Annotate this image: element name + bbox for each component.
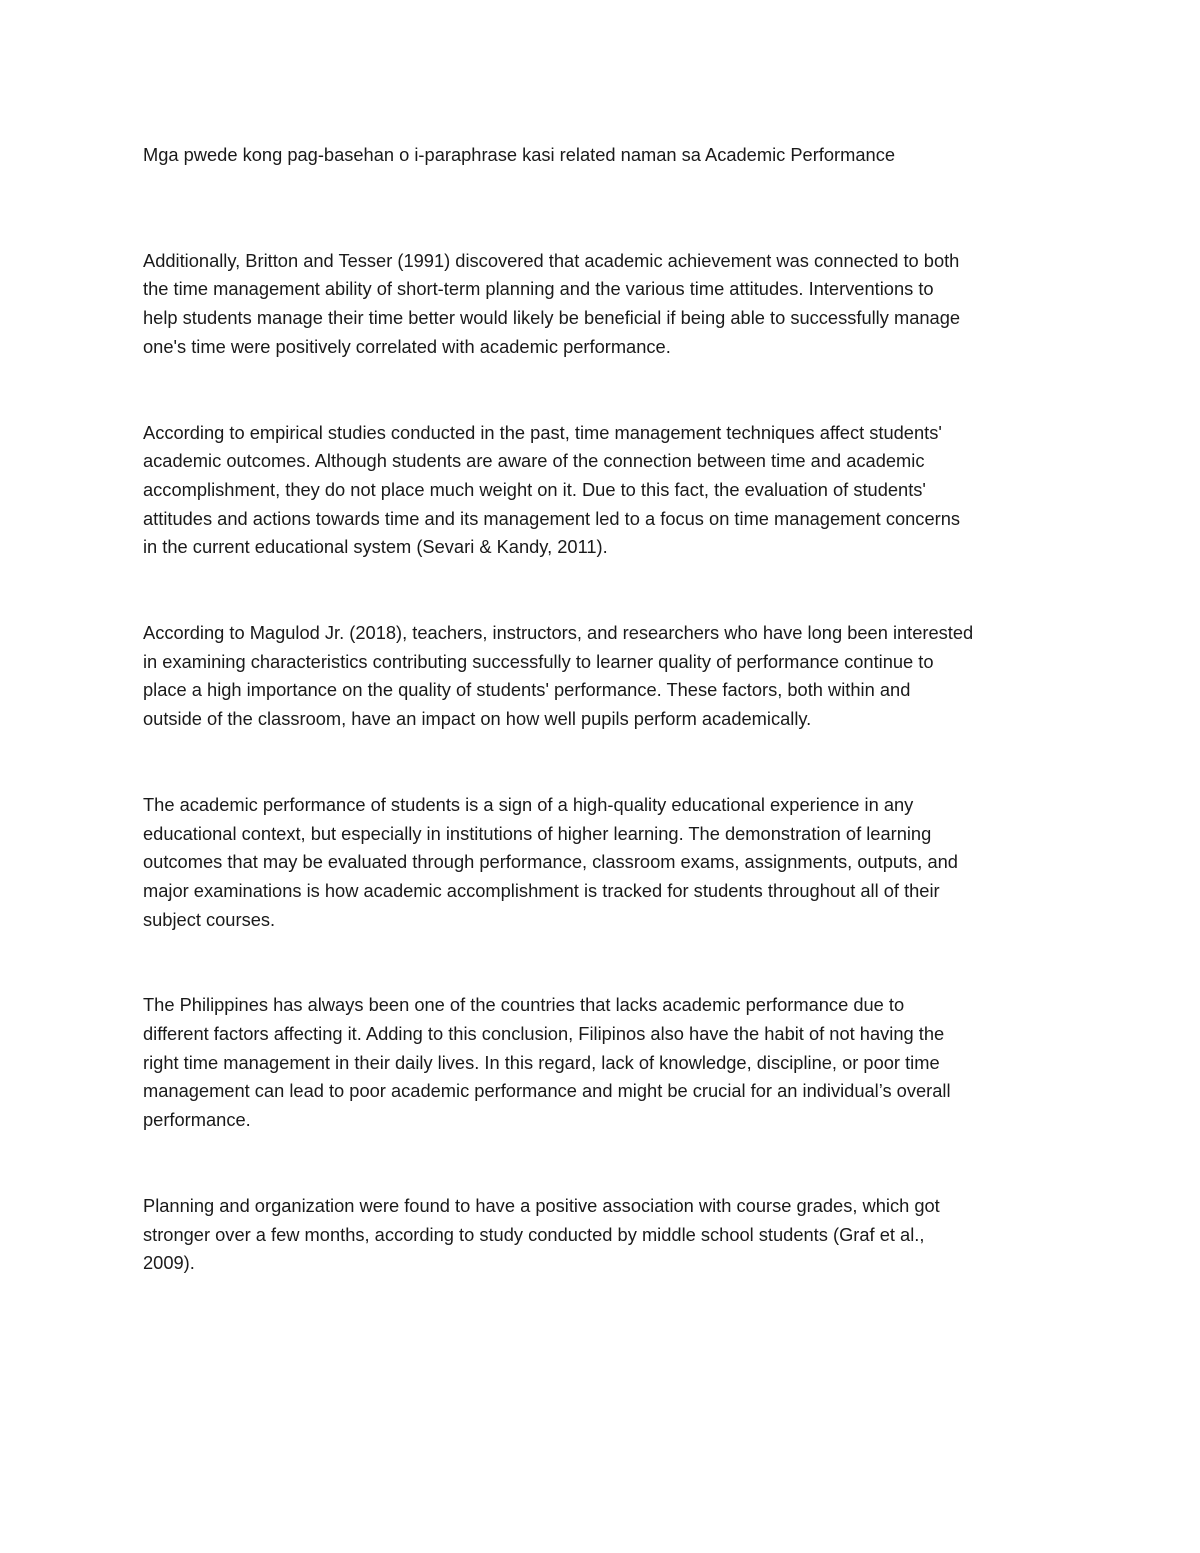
paragraph-line: 2009). bbox=[143, 1252, 195, 1274]
paragraph-line: attitudes and actions towards time and its management led to a focus on time management concerns bbox=[143, 507, 961, 529]
paragraph-line: outcomes that may be evaluated through performance, classroom exams, assignments, outputs, and bbox=[143, 851, 958, 873]
paragraph-line: According to empirical studies conducted in the past, time management techniques affect students' bbox=[143, 421, 942, 443]
paragraph bbox=[143, 1192, 1063, 1278]
paragraph-line: academic outcomes. Although students are aware of the connection between time and academic bbox=[143, 450, 925, 472]
paragraph-line: stronger over a few months, according to study conducted by middle school students (Graf et al., bbox=[143, 1223, 925, 1245]
paragraph-list bbox=[143, 247, 1063, 1278]
paragraph-line: in the current educational system (Sevari & Kandy, 2011). bbox=[143, 536, 608, 558]
paragraph bbox=[143, 791, 1063, 935]
paragraph-line: educational context, but especially in institutions of higher learning. The demonstration of learning bbox=[143, 822, 932, 844]
paragraph-line: place a high importance on the quality of students' performance. These factors, both within and bbox=[143, 679, 911, 701]
paragraph-line: help students manage their time better would likely be beneficial if being able to successfully manage bbox=[143, 307, 961, 329]
paragraph-line: in examining characteristics contributing successfully to learner quality of performance continue to bbox=[143, 650, 934, 672]
paragraph-line: subject courses. bbox=[143, 908, 276, 930]
paragraph-line: Additionally, Britton and Tesser (1991) discovered that academic achievement was connected to both bbox=[143, 249, 960, 271]
paragraph-line: The Philippines has always been one of the countries that lacks academic performance due to bbox=[143, 994, 905, 1016]
paragraph-line: Planning and organization were found to have a positive association with course grades, which got bbox=[143, 1194, 940, 1216]
paragraph bbox=[143, 419, 1063, 563]
paragraph bbox=[143, 991, 1063, 1135]
paragraph-line: outside of the classroom, have an impact on how well pupils perform academically. bbox=[143, 708, 812, 730]
paragraph-line: According to Magulod Jr. (2018), teachers, instructors, and researchers who have long been interested bbox=[143, 622, 974, 644]
paragraph-line: management can lead to poor academic performance and might be crucial for an individual’s overall bbox=[143, 1080, 951, 1102]
paragraph bbox=[143, 619, 1063, 734]
paragraph-line: major examinations is how academic accomplishment is tracked for students throughout all of their bbox=[143, 879, 940, 901]
paragraph-line: the time management ability of short-term planning and the various time attitudes. Interventions to bbox=[143, 278, 934, 300]
paragraph-line: one's time were positively correlated with academic performance. bbox=[143, 335, 671, 357]
paragraph-line: accomplishment, they do not place much weight on it. Due to this fact, the evaluation of students' bbox=[143, 478, 926, 500]
paragraph-line: right time management in their daily lives. In this regard, lack of knowledge, discipline, or poor time bbox=[143, 1051, 940, 1073]
document-body bbox=[143, 141, 1063, 1335]
paragraph-line: The academic performance of students is a sign of a high-quality educational experience in any bbox=[143, 793, 914, 815]
paragraph-line: different factors affecting it. Adding to this conclusion, Filipinos also have the habit of not having the bbox=[143, 1023, 945, 1045]
paragraph bbox=[143, 247, 1063, 362]
paragraph-line: performance. bbox=[143, 1109, 251, 1131]
document-heading: Mga pwede kong pag-basehan o i-paraphrase kasi related naman sa Academic Performance bbox=[143, 144, 896, 165]
